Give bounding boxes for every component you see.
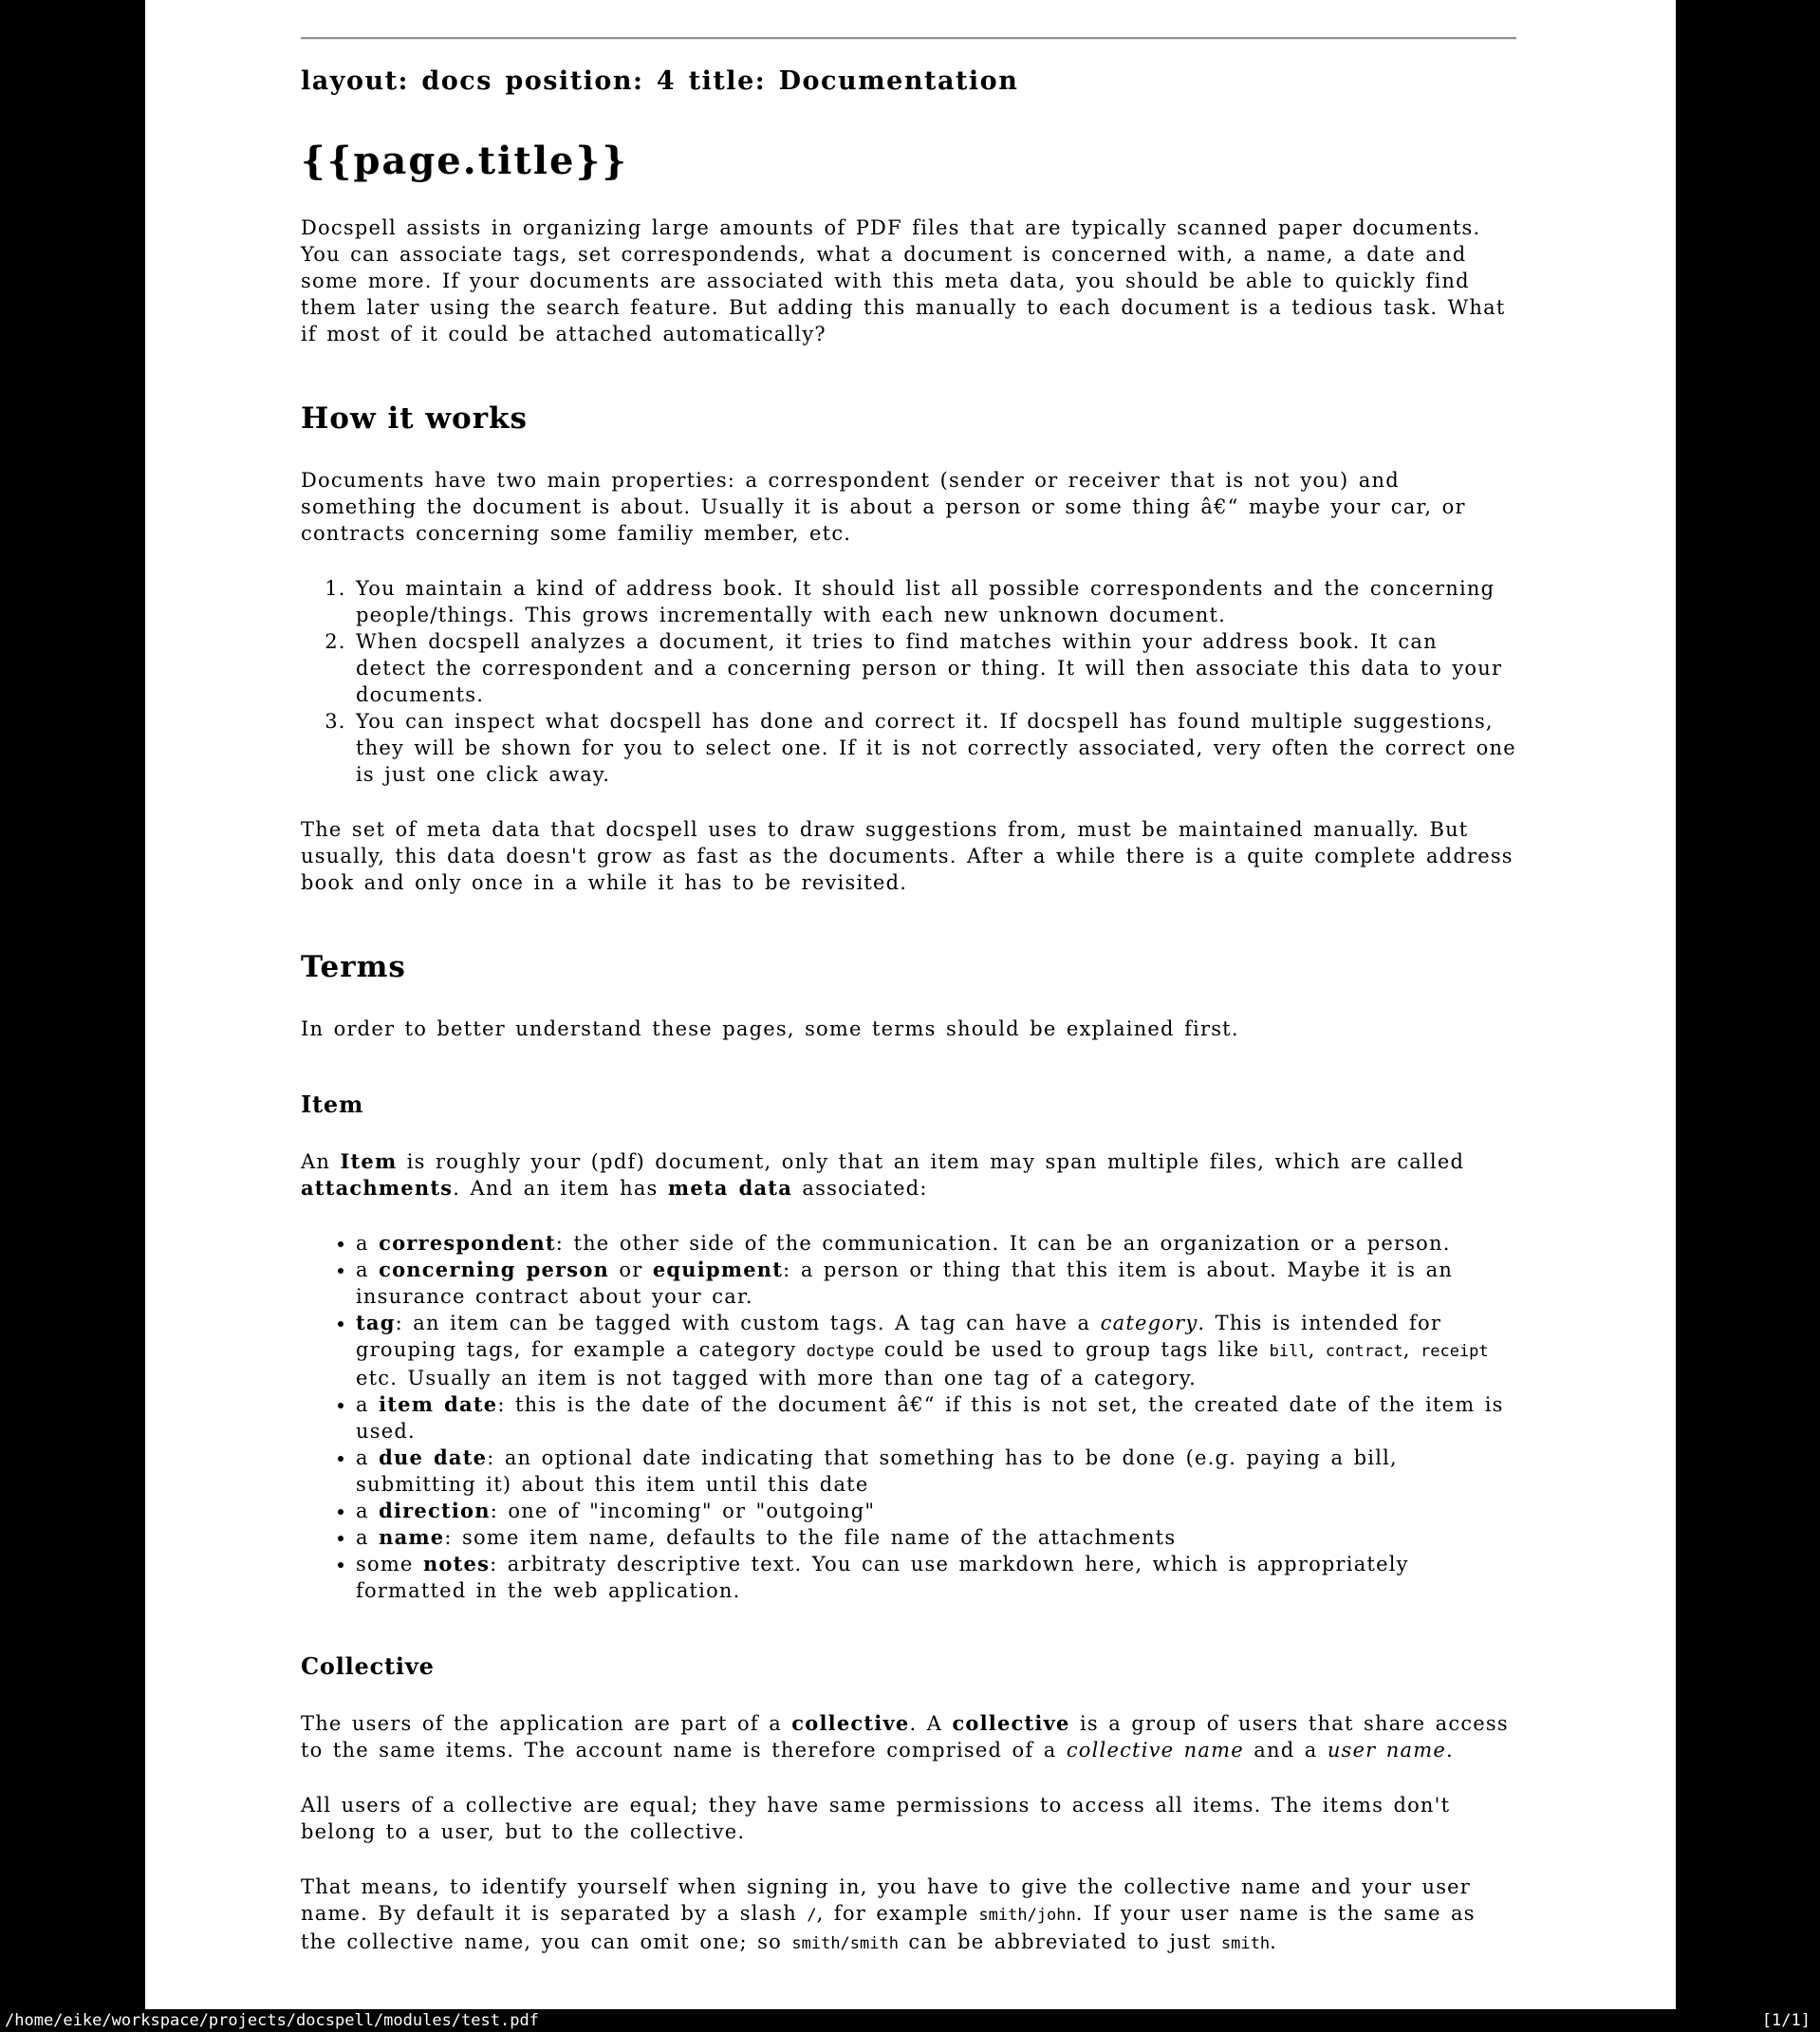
intro-paragraph: Docspell assists in organizing large amounts of PDF files that are typically scanned paper documents. You can associate tags, set correspondends, what a document is concerned with, a name, a date and some more. If your documents are associated with this meta data, you should be able to quickly find them later using the search feature. But adding this manually to each document is a tedious task. What if most of it could be attached automatically? (301, 216, 1506, 345)
text-run: : the other side of the communication. It can be an organization or a person. (555, 1232, 1451, 1255)
inline-code: receipt (1421, 1342, 1489, 1361)
text-run: . (1445, 1739, 1454, 1762)
text-run: , (1308, 1338, 1326, 1361)
term-strong: name (379, 1525, 445, 1549)
term-strong: direction (379, 1499, 491, 1522)
text-run: : some item name, defaults to the file name of the attachments (444, 1526, 1177, 1549)
page-title: {{page.title}} (301, 139, 628, 183)
list-item (356, 1524, 1516, 1551)
inline-code: smith/smith (791, 1934, 899, 1953)
inline-code: bill (1269, 1342, 1309, 1361)
collective-paragraph-3 (301, 1874, 1516, 1957)
text-run: is a group of users that share access to the same items. The account name is therefore comprised of a (301, 1712, 1509, 1762)
collective-paragraph-2: All users of a collective are equal; they have same permissions to access all items. The items don't belong to a user, but to the collective. (301, 1794, 1451, 1843)
item-meta-list (301, 1230, 1516, 1604)
step-item: 1. You maintain a kind of address book. It should list all possible correspondents and the concerning people/things. This grows incrementally with each new unknown document. (356, 575, 1516, 628)
text-run: a (356, 1446, 380, 1469)
text-run: The users of the application are part of a (301, 1712, 792, 1735)
text-run: . And an item has (453, 1177, 668, 1200)
list-item (356, 1445, 1516, 1498)
inline-code: doctype (806, 1342, 875, 1361)
text-run: : a person or thing that this item is about. Maybe it is an insurance contract about your car. (356, 1258, 1454, 1308)
text-run: associated: (792, 1177, 928, 1200)
text-run: An (301, 1150, 341, 1173)
term-strong: notes (422, 1552, 491, 1575)
text-run: . A (909, 1712, 953, 1735)
text-run: a (356, 1500, 380, 1522)
term-strong: concerning person (379, 1258, 609, 1281)
text-run: or (609, 1258, 653, 1281)
term-strong: Item (340, 1149, 398, 1173)
list-item (356, 1257, 1516, 1310)
statusbar-file-path: /home/eike/workspace/projects/docspell/modules/test.pdf (5, 2011, 539, 2030)
text-run: , for example (816, 1902, 979, 1925)
collective-paragraph-1 (301, 1710, 1516, 1763)
term-strong: equipment (652, 1258, 784, 1281)
item-intro-paragraph (301, 1148, 1516, 1202)
heading-collective: Collective (301, 1652, 435, 1680)
heading-item: Item (301, 1091, 364, 1118)
list-item (356, 1498, 1516, 1524)
heading-how-it-works: How it works (301, 401, 528, 436)
frontmatter-line: layout: docs position: 4 title: Documentation (301, 66, 1019, 96)
text-run: That means, to identify yourself when signing in, you have to give the collective name and your user name. By default it is separated by a slash (301, 1875, 1472, 1925)
step-item: 2. When docspell analyzes a document, it tries to find matches within your address book. It can detect the correspondent and a concerning person or thing. It will then associate this data to your documents. (356, 628, 1516, 708)
text-run: a (356, 1393, 380, 1416)
text-run: : this is the date of the document â€“ if this is not set, the created date of the item is used. (356, 1393, 1504, 1443)
text-run: : arbitraty descriptive text. You can use markdown here, which is appropriately formatted in the web application. (356, 1553, 1409, 1602)
term-strong: item date (379, 1392, 498, 1416)
statusbar (0, 2009, 1820, 2032)
text-run: : an optional date indicating that something has to be done (e.g. paying a bill, submitting it) about this item until this date (356, 1446, 1398, 1496)
term-italic: collective name (1066, 1739, 1244, 1762)
text-run: : one of "incoming" or "outgoing" (490, 1500, 876, 1522)
inline-code: contract (1325, 1342, 1403, 1361)
pdf-page (145, 0, 1676, 2009)
term-strong: correspondent (379, 1231, 556, 1255)
text-run: a (356, 1258, 380, 1281)
frontmatter-divider (301, 37, 1516, 40)
statusbar-page-indicator: [1/1] (1761, 2011, 1811, 2030)
term-italic: category (1100, 1312, 1198, 1334)
term-italic: user name (1327, 1739, 1446, 1762)
list-item (356, 1551, 1516, 1604)
how-it-works-steps (301, 575, 1516, 788)
text-run: : an item can be tagged with custom tags. A tag can have a (395, 1312, 1101, 1334)
term-strong: collective (952, 1711, 1070, 1735)
text-run: . This is intended for grouping tags, for example a category (356, 1312, 1442, 1361)
term-strong: collective (791, 1711, 910, 1735)
list-item (356, 1391, 1516, 1445)
text-run: is roughly your (pdf) document, only that an item may span multiple files, which are called (397, 1150, 1465, 1173)
inline-code: smith/john (978, 1906, 1076, 1925)
how-it-works-paragraph: Documents have two main properties: a correspondent (sender or receiver that is not you) and something the document is about. Usually it is about a person or some thing â€“ maybe your car, or contracts concerning some familiy member, etc. (301, 469, 1466, 545)
text-run: can be abbreviated to just (898, 1930, 1221, 1953)
text-run: etc. Usually an item is not tagged with more than one tag of a category. (356, 1367, 1197, 1389)
term-strong: tag (356, 1311, 396, 1334)
inline-code: / (807, 1906, 817, 1925)
terms-intro-paragraph: In order to better understand these pages, some terms should be explained first. (301, 1017, 1239, 1040)
term-strong: attachments (301, 1176, 454, 1200)
list-item (356, 1310, 1516, 1391)
text-run: . If your user name is the same as the collective name, you can omit one; so (301, 1902, 1476, 1953)
term-strong: meta data (667, 1176, 793, 1200)
term-strong: due date (379, 1445, 488, 1469)
step-item: 3. You can inspect what docspell has done and correct it. If docspell has found multiple suggestions, they will be shown for you to select one. If it is not correctly associated, very often the correct one is just one click away. (356, 708, 1516, 788)
text-run: a (356, 1526, 380, 1549)
text-run: . (1270, 1930, 1277, 1953)
text-run: could be used to group tags like (874, 1338, 1270, 1361)
text-run: some (356, 1553, 423, 1575)
meta-data-paragraph: The set of meta data that docspell uses to draw suggestions from, must be maintained manually. But usually, this data doesn't grow as fast as the documents. After a while there is a quite complete address book and only once in a while it has to be revisited. (301, 818, 1514, 894)
list-item (356, 1230, 1516, 1257)
text-run: , (1402, 1338, 1421, 1361)
text-run: and a (1243, 1739, 1328, 1762)
heading-terms: Terms (301, 950, 406, 984)
inline-code: smith (1220, 1934, 1271, 1953)
text-run: a (356, 1232, 380, 1255)
